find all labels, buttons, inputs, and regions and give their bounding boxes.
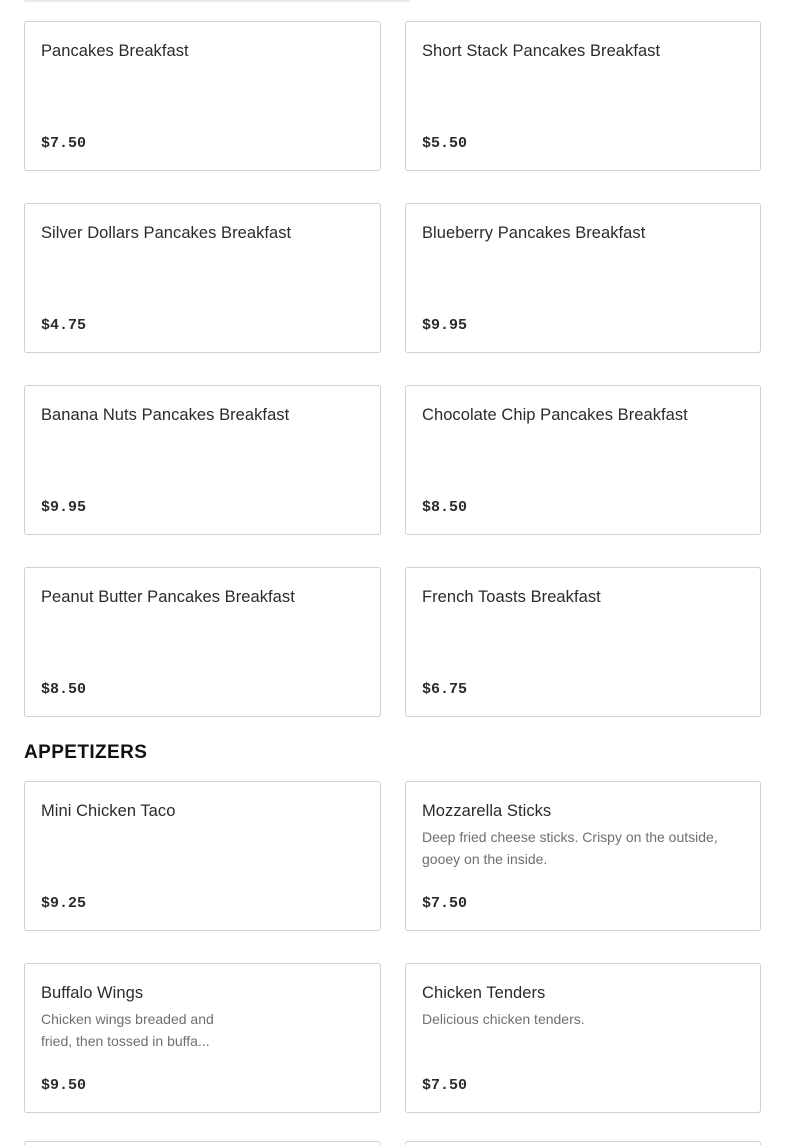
menu-item-card-cutoff[interactable] [405, 1141, 761, 1145]
menu-item-name: French Toasts Breakfast [422, 588, 601, 606]
next-items-grid-cutoff [24, 1141, 761, 1145]
menu-item-card[interactable] [24, 385, 381, 535]
menu-item-price: $7.50 [41, 135, 87, 152]
menu-item-name: Pancakes Breakfast [41, 42, 189, 60]
menu-item-name: Silver Dollars Pancakes Breakfast [41, 224, 292, 242]
menu-item-price: $9.25 [41, 895, 87, 912]
previous-section-title-cutoff [24, 0, 410, 2]
menu-item-card[interactable] [405, 781, 761, 931]
menu-item-price: $7.50 [422, 1077, 468, 1094]
menu-item-card[interactable] [405, 567, 761, 717]
menu-item-card[interactable] [24, 567, 381, 717]
menu-item-card[interactable] [24, 21, 381, 171]
menu-item-card[interactable] [24, 203, 381, 353]
menu-item-price: $9.95 [41, 499, 87, 516]
menu-item-name: Chicken Tenders [422, 984, 546, 1002]
section-title-appetizers: APPETIZERS [24, 742, 148, 763]
menu-item-card[interactable] [405, 21, 761, 171]
menu-item-price: $9.50 [41, 1077, 87, 1094]
menu-item-description: Deep fried cheese sticks. Crispy on the outside, gooey on the inside. [422, 829, 718, 867]
menu-item-name: Mozzarella Sticks [422, 802, 552, 820]
menu-item-name: Short Stack Pancakes Breakfast [422, 42, 661, 60]
breakfast-items-grid [24, 21, 761, 717]
menu-item-price: $5.50 [422, 135, 468, 152]
menu-item-description: Chicken wings breaded and fried, then tossed in buffa... [41, 1011, 214, 1049]
menu-item-price: $4.75 [41, 317, 87, 334]
menu-item-card[interactable] [405, 203, 761, 353]
menu-item-card[interactable] [405, 963, 761, 1113]
menu-item-name: Peanut Butter Pancakes Breakfast [41, 588, 295, 606]
menu-item-name: Buffalo Wings [41, 984, 144, 1002]
menu-item-description: Delicious chicken tenders. [422, 1011, 585, 1027]
menu-item-card-cutoff[interactable] [24, 1141, 381, 1145]
menu-item-name: Banana Nuts Pancakes Breakfast [41, 406, 290, 424]
menu-item-card[interactable] [24, 963, 381, 1113]
menu-item-price: $6.75 [422, 681, 468, 698]
appetizers-items-grid [24, 781, 761, 1113]
menu-item-price: $8.50 [41, 681, 87, 698]
menu-item-price: $8.50 [422, 499, 468, 516]
menu-item-price: $9.95 [422, 317, 468, 334]
menu-item-card[interactable] [24, 781, 381, 931]
menu-item-name: Blueberry Pancakes Breakfast [422, 224, 646, 242]
menu-item-card[interactable] [405, 385, 761, 535]
menu-item-name: Chocolate Chip Pancakes Breakfast [422, 406, 688, 424]
menu-item-price: $7.50 [422, 895, 468, 912]
menu-item-name: Mini Chicken Taco [41, 802, 176, 820]
